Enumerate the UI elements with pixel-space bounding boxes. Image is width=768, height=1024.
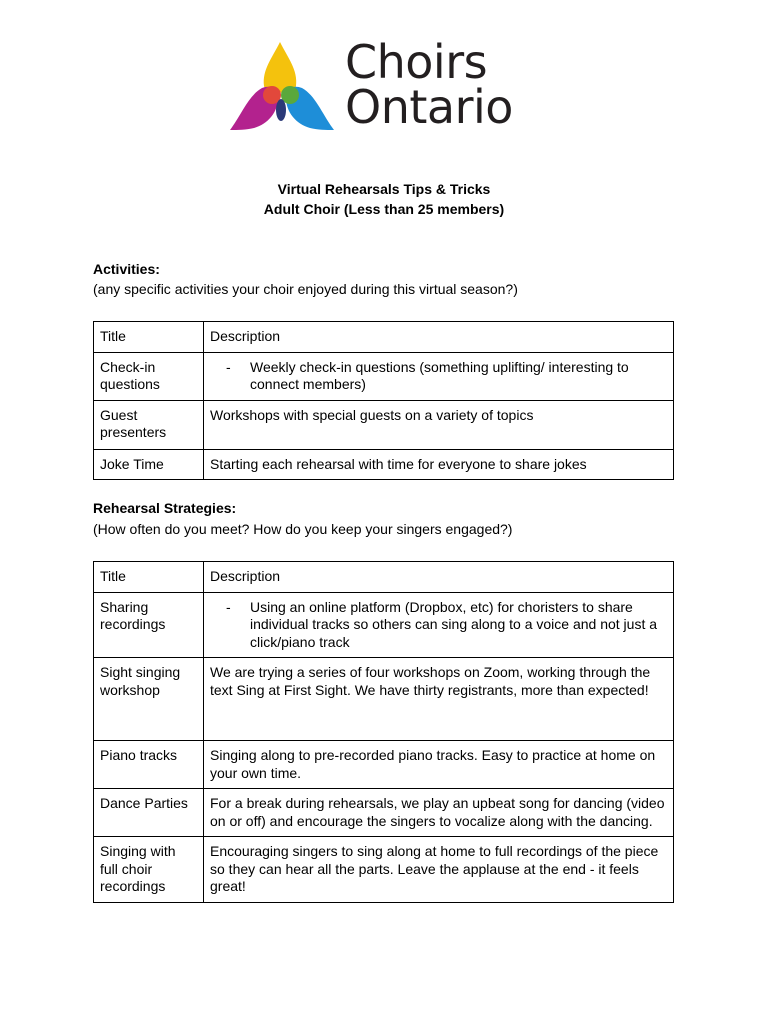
table-row: [94, 449, 674, 480]
row-description: - Weekly check-in questions (something uplifting/ interesting to connect members): [226, 359, 667, 394]
row-description: Singing along to pre-recorded piano tracks. Easy to practice at home on your own time.: [204, 741, 674, 789]
strategies-prompt: (How often do you meet? How do you keep your singers engaged?): [93, 521, 513, 537]
row-description: Encouraging singers to sing along at home to full recordings of the piece so they can hear all the parts. Leave the applause at the end - it feels great!: [204, 837, 674, 903]
row-description: Starting each rehearsal with time for everyone to share jokes: [204, 449, 674, 480]
logo-wordmark: [345, 35, 513, 134]
strategies-heading: Rehearsal Strategies:: [93, 500, 237, 516]
document-title: Virtual Rehearsals Tips & Tricks: [277, 181, 491, 197]
column-header-description: Description: [204, 322, 674, 353]
row-description: - Using an online platform (Dropbox, etc) for choristers to share individual tracks so others can sing along to a voice and not just a click/piano track: [226, 599, 667, 652]
table-row: [94, 400, 674, 449]
row-title: Sharing recordings: [94, 592, 204, 658]
activities-table: [93, 321, 674, 480]
row-title: Check-in questions: [94, 352, 204, 400]
row-description: Workshops with special guests on a variety of topics: [204, 400, 674, 449]
activities-heading: Activities:: [93, 261, 160, 277]
table-row: [94, 741, 674, 789]
table-header-row: [94, 562, 674, 593]
table-row: [94, 837, 674, 903]
column-header-title: Title: [94, 322, 204, 353]
row-title: Sight singing workshop: [94, 658, 204, 741]
column-header-description: Description: [204, 562, 674, 593]
logo-line-2: Ontario: [345, 80, 513, 134]
table-row: [94, 352, 674, 400]
table-row: [94, 789, 674, 837]
row-description-cell: [204, 352, 674, 400]
table-row: [94, 658, 674, 741]
row-description: We are trying a series of four workshops on Zoom, working through the text Sing at First Sight. We have thirty registrants, more than expected!: [204, 658, 674, 741]
table-header-row: [94, 322, 674, 353]
choirs-ontario-logo-icon: [228, 40, 338, 134]
logo-line-1: Choirs: [345, 35, 488, 89]
row-title: Guest presenters: [94, 400, 204, 449]
row-title: Dance Parties: [94, 789, 204, 837]
table-row: [94, 592, 674, 658]
strategies-table: [93, 561, 674, 903]
row-description: For a break during rehearsals, we play an upbeat song for dancing (video on or off) and encourage the singers to vocalize along with the dancing.: [204, 789, 674, 837]
choirs-ontario-logo: [228, 35, 548, 136]
row-title: Piano tracks: [94, 741, 204, 789]
activities-prompt: (any specific activities your choir enjoyed during this virtual season?): [93, 281, 518, 297]
column-header-title: Title: [94, 562, 204, 593]
document-subtitle: Adult Choir (Less than 25 members): [263, 201, 505, 217]
row-description-cell: [204, 592, 674, 658]
row-title: Joke Time: [94, 449, 204, 480]
row-title: Singing with full choir recordings: [94, 837, 204, 903]
